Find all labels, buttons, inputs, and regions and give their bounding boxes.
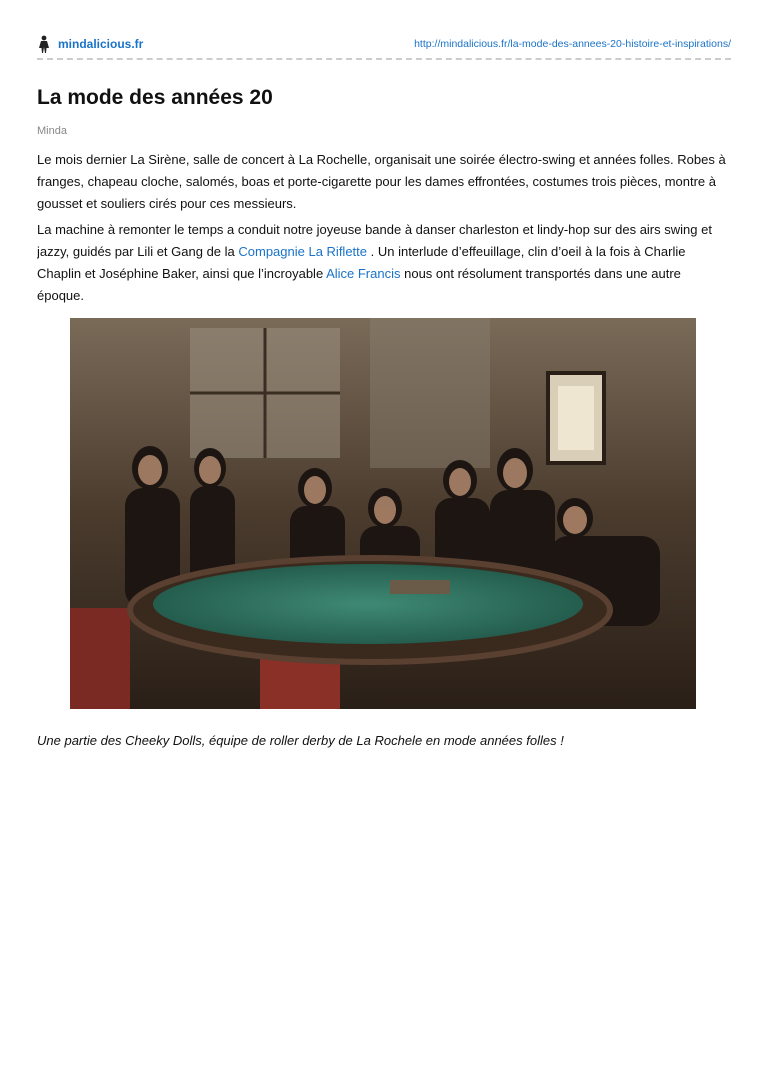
paragraph-text: nous ont résolument transportés dans une autre époque. [37, 266, 681, 303]
page-header [37, 34, 731, 54]
paragraph-text: La machine à remonter le temps a conduit notre joyeuse bande à danser charleston et lindy-hop sur des airs swing et jazzy, guidés par Lili et Gang de la [37, 222, 712, 259]
article-author: Minda [37, 125, 67, 137]
article-paragraph-1: Le mois dernier La Sirène, salle de concert à La Rochelle, organisait une soirée électro-swing et années folles. Robes à franges, chapeau cloche, salomés, boas et porte-cigarette pour les dames effrontées, costumes trois pièces, montre à gousset et souliers cirés pour ces messieurs. [37, 152, 726, 211]
compagnie-la-riflette-link[interactable]: Compagnie La Riflette [238, 244, 368, 259]
paragraph-text: . Un interlude d’effeuillage, clin d’oeil à la fois à Charlie Chaplin et Joséphine Baker, ainsi que l’incroyable [37, 244, 686, 281]
header-divider [37, 58, 731, 60]
party-photo-illustration [70, 318, 696, 709]
page-url-link[interactable]: http://mindalicious.fr/la-mode-des-annees-20-histoire-et-inspirations/ [414, 38, 731, 50]
site-name-link[interactable]: mindalicious.fr [58, 37, 144, 51]
article-paragraph-2 [37, 219, 731, 307]
photo-caption: Une partie des Cheeky Dolls, équipe de roller derby de La Rochele en mode années folles ! [37, 733, 564, 748]
article-photo [70, 318, 696, 709]
pin-figure-icon [37, 35, 51, 53]
alice-francis-link[interactable]: Alice Francis [326, 266, 401, 281]
article-title: La mode des années 20 [37, 86, 273, 109]
